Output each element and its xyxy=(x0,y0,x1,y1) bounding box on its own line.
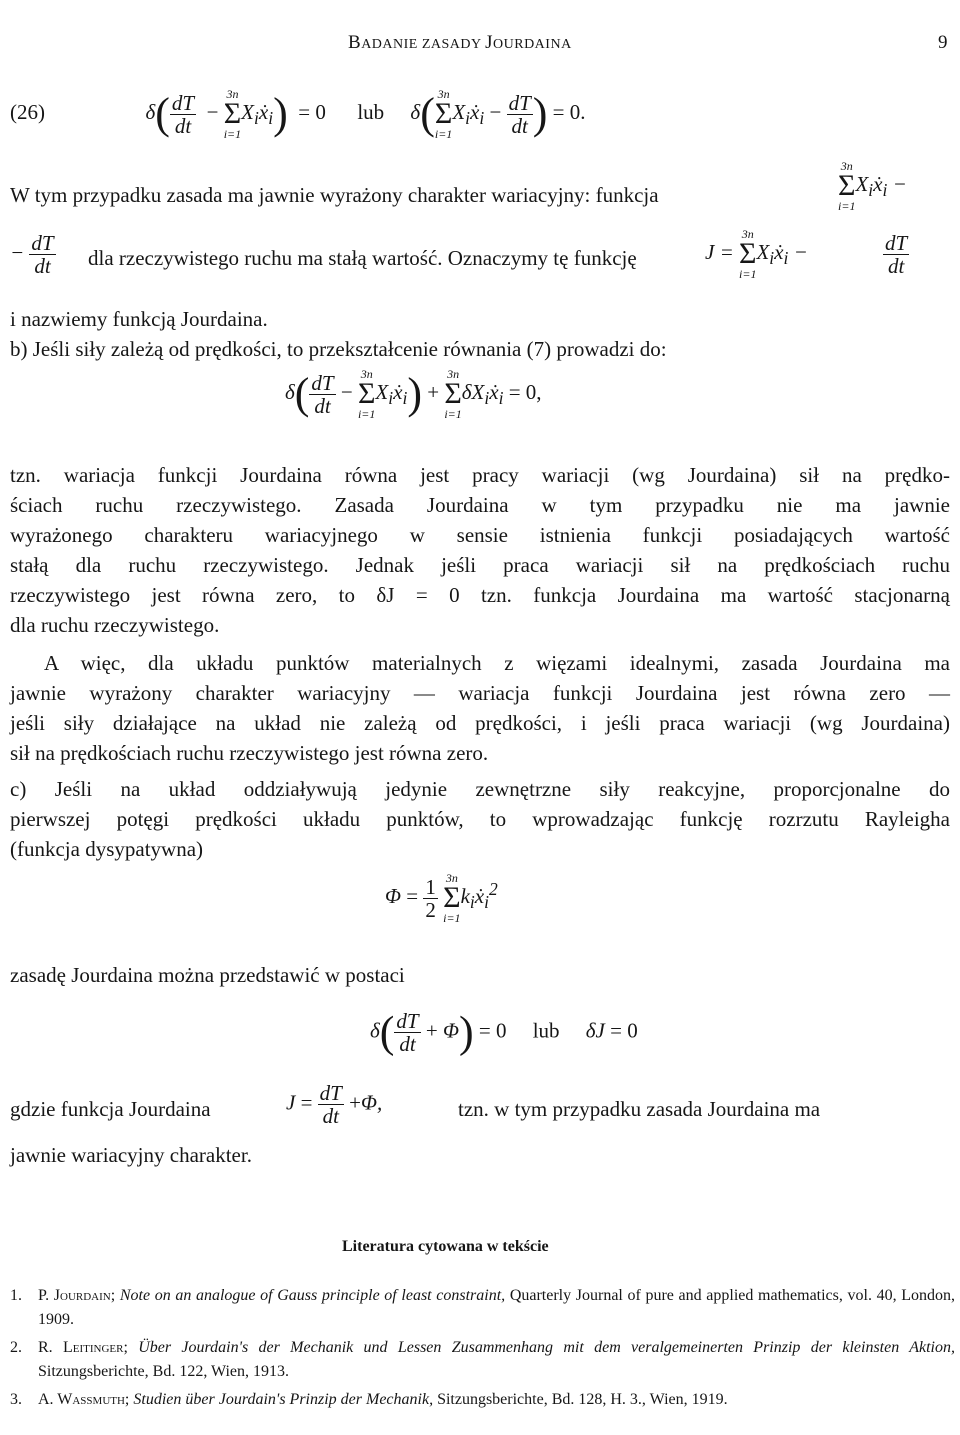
text-line: dla rzeczywistego ruchu ma stałą wartość. Oznaczymy tę funkcję xyxy=(88,246,637,270)
text-line: i nazwiemy funkcją Jourdaina. xyxy=(10,307,268,331)
equation-b: δ( $\frac{dT}{dt}$ − 3n Σ i=1 $X_iẋ_i$) + 3n Σ i=1 $\delta X_iẋ_i = 0$, xyxy=(285,367,542,421)
page-number: 9 xyxy=(938,32,948,53)
inline-formula: J = $\frac{dT}{dt}$ +Φ, xyxy=(286,1081,383,1128)
equation-26: (26) δ( $\frac{dT}{dt}$ − 3n Σ i=1 $X_iẋ_i) = 0$ lub δ( 3n Σ i=1 $X_iẋ_i$ − $\frac{dT}{dt}$ ) = 0. xyxy=(10,87,586,141)
equation-phi: Φ = $\frac{1}{2}$ 3n Σ i=1 $k_iẋ_i^2$ xyxy=(385,871,498,925)
inline-formula: J = 3n Σ i=1 $X_iẋ_i$ − $\frac{dT}{dt}$ xyxy=(705,227,908,281)
inline-formula: − $\frac{dT}{dt}$ xyxy=(10,231,54,278)
paragraph-c: c) Jeśli na układ oddziaływują jedynie zewnętrzne siły reakcyjne, proporcjonalne do pierwszej potęgi prędkości układu punktów, to wprowadzając funkcję rozrzutu Rayleigha (funkcja dysypatywna) xyxy=(10,777,950,861)
running-title: BADANIE ZASADY JOURDAINA xyxy=(348,32,572,53)
text-line: gdzie funkcja Jourdaina xyxy=(10,1097,211,1121)
text-line: W tym przypadku zasada ma jawnie wyrażony charakter wariacyjny: funkcja xyxy=(10,183,659,207)
paragraph-a: A więc, dla układu punktów materialnych z więzami idealnymi, zasada Jourdaina ma jawnie wyrażony charakter wariacyjny — wariacja funkcji Jourdaina jest równa zero — jeśli siły działające na układ nie zależą od prędkości, i jeśli praca wariacji (wg Jourdaina) sił na prędkościach ruchu rzeczywistego jest równa zero. xyxy=(10,651,950,765)
text-line: jawnie wariacyjny charakter. xyxy=(10,1143,252,1167)
reference-item: 3. A. Wassmuth; Studien über Jourdain's Prinzip der Mechanik, Sitzungsberichte, Bd. 128, H. 3., Wien, 1919. xyxy=(10,1391,728,1408)
inline-formula: 3n Σ i=1 $X_iẋ_i$ − xyxy=(838,159,907,213)
text-line: tzn. w tym przypadku zasada Jourdaina ma xyxy=(458,1097,821,1121)
text-line: b) Jeśli siły zależą od prędkości, to przekształcenie równania (7) prowadzi do: xyxy=(10,337,667,361)
equation-label: (26) xyxy=(10,99,45,124)
reference-item: 1. P. Jourdain; Note on an analogue of Gauss principle of least constraint, Quarterly Journal of pure and applied mathematics, vol. 40, London, 1909. xyxy=(10,1287,956,1328)
paragraph-b: tzn. wariacja funkcji Jourdaina równa jest pracy wariacji (wg Jourdaina) sił na prędko- ściach ruchu rzeczywistego. Zasada Jourdaina w tym przypadku nie ma jawnie wyrażonego charakteru wariacyjnego w sensie istnienia funkcji posiadających wartość stałą dla ruchu rzeczywistego. Jednak jeśli praca wariacji sił na prędkościach ruchu rzeczywistego jest równa zero, to δJ = 0 tzn. funkcja Jourdaina ma wartość stacjonarną dla ruchu rzeczywistego. xyxy=(10,463,950,637)
references-heading: Literatura cytowana w tekście xyxy=(342,1238,549,1255)
equation-or-word: lub xyxy=(357,99,385,124)
text-line: zasadę Jourdaina można przedstawić w postaci xyxy=(10,963,405,987)
reference-item: 2. R. Leitinger; Über Jourdain's der Mechanik und Lessen Zusammenhang mit dem veralgemeinerten Prinzip der kleinsten Aktion, Sitzungsberichte, Bd. 122, Wien, 1913. xyxy=(10,1339,955,1380)
equation-c: δ( $\frac{dT}{dt}$ + Φ) = 0 lub δJ = 0 xyxy=(370,1007,638,1057)
